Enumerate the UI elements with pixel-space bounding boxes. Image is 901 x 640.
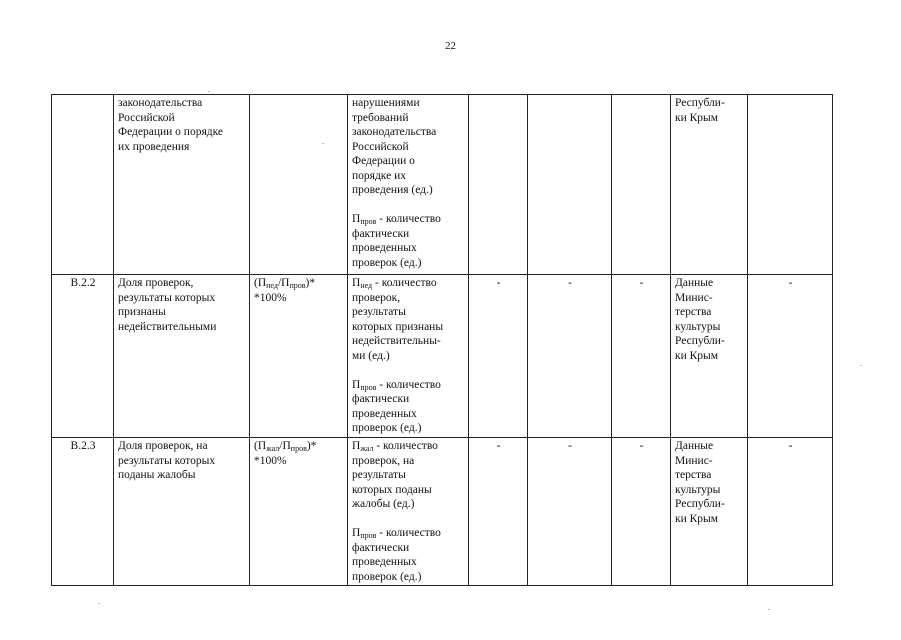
indicator-name-line: Российской — [118, 111, 175, 124]
formula-numerator-sub: жал — [266, 444, 280, 453]
definition-text: Российской — [352, 140, 409, 153]
definition-text: результаты — [352, 306, 406, 318]
definition-line — [352, 526, 465, 541]
definition-cell — [348, 438, 469, 586]
definition-line — [352, 183, 465, 198]
value-cell-v1 — [469, 438, 528, 586]
definition-line — [352, 140, 465, 155]
definition-text: фактически — [352, 393, 410, 405]
definition-line — [352, 378, 465, 393]
definition-line — [352, 305, 465, 320]
value-last: - — [788, 277, 793, 289]
source-line: Республи- — [675, 97, 725, 109]
formula-cell — [250, 275, 348, 438]
definition-line — [352, 96, 465, 111]
definition-spacer — [352, 512, 465, 527]
definition-symbol: П — [352, 277, 361, 289]
indicator-name-line: недействительными — [118, 320, 217, 333]
value-cell-v2 — [528, 95, 612, 275]
formula-multiplier: *100% — [254, 291, 287, 304]
definition-line — [352, 256, 465, 271]
definition-line — [352, 407, 465, 422]
definition-line — [352, 555, 465, 570]
definition-text: - количество — [373, 440, 438, 452]
definition-cell — [348, 275, 469, 438]
definition-text: порядке их — [352, 169, 406, 182]
definition-line — [352, 421, 465, 436]
definition-text: фактически — [352, 541, 410, 554]
definition-text: нарушениями — [352, 97, 420, 109]
indicator-code-cell — [52, 275, 114, 438]
definition-text: проверок (ед.) — [352, 256, 422, 269]
definition-line — [352, 334, 465, 349]
indicator-name-line: признаны — [118, 306, 166, 318]
definition-symbol: П — [352, 440, 361, 452]
definition-spacer — [352, 198, 465, 213]
definition-symbol-sub: пров — [360, 217, 377, 226]
definition-line — [352, 276, 465, 291]
definition-line — [352, 291, 465, 306]
definition-cell — [348, 95, 469, 275]
indicator-code: В.2.3 — [70, 440, 96, 452]
formula-cell — [250, 95, 348, 275]
indicator-name-line: законодательства — [118, 97, 203, 109]
definition-symbol-sub: нед — [360, 281, 373, 290]
definition-text: проверок (ед.) — [352, 422, 422, 434]
definition-symbol: П — [352, 213, 361, 225]
definition-line — [352, 154, 465, 169]
indicator-name-line: результаты которых — [118, 291, 216, 304]
definition-line — [352, 227, 465, 242]
scan-speck — [98, 603, 100, 604]
value-cell-v2 — [528, 438, 612, 586]
formula-expression: $(П_{нед}/П_{пров})*$ — [254, 277, 316, 290]
definition-text: проверок, на — [352, 454, 415, 467]
source-cell — [671, 438, 748, 586]
definition-text: фактически — [352, 227, 410, 240]
definition-line — [352, 541, 465, 556]
definition-text: жалобы (ед.) — [352, 498, 415, 510]
source-line: Минис- — [675, 454, 713, 467]
definition-line — [352, 570, 465, 585]
definition-line — [352, 320, 465, 335]
formula-expression: $(П_{жал}/П_{пров})*$ — [254, 440, 317, 453]
definition-symbol-sub: пров — [360, 531, 377, 540]
definition-line — [352, 454, 465, 469]
value-cell-v3 — [612, 275, 671, 438]
definition-symbol: П — [352, 527, 361, 539]
definition-text: проверок, — [352, 291, 401, 304]
value-v2: - — [568, 277, 572, 289]
source-cell — [671, 95, 748, 275]
value-cell-v1 — [469, 95, 528, 275]
indicator-name-line: результаты которых — [118, 454, 216, 467]
definition-text: проведения (ед.) — [352, 184, 433, 196]
definition-text: - количество — [376, 527, 441, 539]
definition-text: проведенных — [352, 556, 417, 568]
definition-text: требований — [352, 111, 409, 124]
value-v3: - — [639, 440, 644, 452]
definition-text: результаты — [352, 469, 406, 481]
table-row — [52, 95, 833, 275]
last-cell — [748, 438, 833, 586]
value-cell-v1 — [469, 275, 528, 438]
definition-line — [352, 468, 465, 483]
source-cell — [671, 275, 748, 438]
indicator-name-cell — [114, 95, 250, 275]
indicator-name-cell — [114, 275, 250, 438]
source-line: терства — [675, 469, 712, 481]
indicator-code-cell — [52, 438, 114, 586]
value-last: - — [788, 440, 793, 452]
formula-cell — [250, 438, 348, 586]
last-cell — [748, 95, 833, 275]
table-body — [52, 95, 833, 586]
table-row — [52, 275, 833, 438]
value-cell-v3 — [612, 438, 671, 586]
definition-line — [352, 241, 465, 256]
value-cell-v3 — [612, 95, 671, 275]
value-v1: - — [496, 440, 501, 452]
definition-text: - количество — [376, 378, 441, 391]
definition-symbol: П — [352, 378, 361, 391]
indicator-name-line: их проведения — [118, 140, 190, 153]
source-line: Данные — [675, 440, 714, 452]
definition-line — [352, 483, 465, 498]
indicator-code-cell — [52, 95, 114, 275]
definition-spacer — [352, 363, 465, 378]
definition-text: - количество — [376, 213, 441, 225]
source-line: ки Крым — [675, 111, 719, 124]
source-line: Минис- — [675, 291, 713, 304]
indicator-name-line: Доля проверок, на — [118, 440, 208, 452]
formula-numerator-sub: нед — [266, 281, 278, 290]
scan-speck — [768, 609, 770, 610]
source-line: культуры — [675, 320, 721, 333]
indicator-name-cell — [114, 438, 250, 586]
definition-symbol-sub: жал — [360, 444, 374, 453]
definition-line — [352, 212, 465, 227]
definition-text: - количество — [372, 277, 437, 289]
value-cell-v2 — [528, 275, 612, 438]
definition-line — [352, 497, 465, 512]
definition-text: которых поданы — [352, 483, 432, 496]
source-line: Республи- — [675, 498, 725, 510]
value-v1: - — [496, 277, 501, 289]
formula-denominator-sub: пров — [289, 281, 306, 290]
scan-speck — [860, 365, 862, 366]
definition-symbol-sub: пров — [360, 382, 377, 392]
definition-line — [352, 439, 465, 454]
definition-text: проведенных — [352, 242, 417, 254]
definition-text: законодательства — [352, 126, 437, 138]
definition-text: ми (ед.) — [352, 349, 390, 362]
last-cell — [748, 275, 833, 438]
definition-text: недействительны- — [352, 335, 441, 347]
definition-line — [352, 125, 465, 140]
source-line: ки Крым — [675, 349, 719, 362]
page-number: 22 — [445, 40, 456, 52]
formula-denominator-sub: пров — [290, 444, 307, 453]
definition-line — [352, 349, 465, 364]
definition-text: которых признаны — [352, 320, 444, 333]
value-v2: - — [568, 440, 572, 452]
indicator-name-line: Федерации о порядке — [118, 126, 224, 138]
scan-speck — [208, 91, 210, 92]
definition-text: Федерации о — [352, 155, 415, 167]
definition-text: проверок (ед.) — [352, 570, 422, 583]
indicator-code: В.2.2 — [70, 277, 96, 289]
source-line: Республи- — [675, 335, 725, 347]
value-v3: - — [639, 277, 644, 289]
indicators-table — [51, 94, 833, 586]
definition-line — [352, 392, 465, 407]
source-line: Данные — [675, 277, 714, 289]
formula-multiplier: *100% — [254, 454, 287, 467]
indicator-name-line: Доля проверок, — [118, 277, 194, 289]
definition-line — [352, 111, 465, 126]
definition-line — [352, 169, 465, 184]
scan-speck — [322, 143, 324, 144]
table-row — [52, 438, 833, 586]
source-line: ки Крым — [675, 512, 719, 525]
source-line: культуры — [675, 483, 721, 496]
definition-text: проведенных — [352, 407, 417, 420]
indicator-name-line: поданы жалобы — [118, 469, 196, 481]
source-line: терства — [675, 306, 712, 318]
